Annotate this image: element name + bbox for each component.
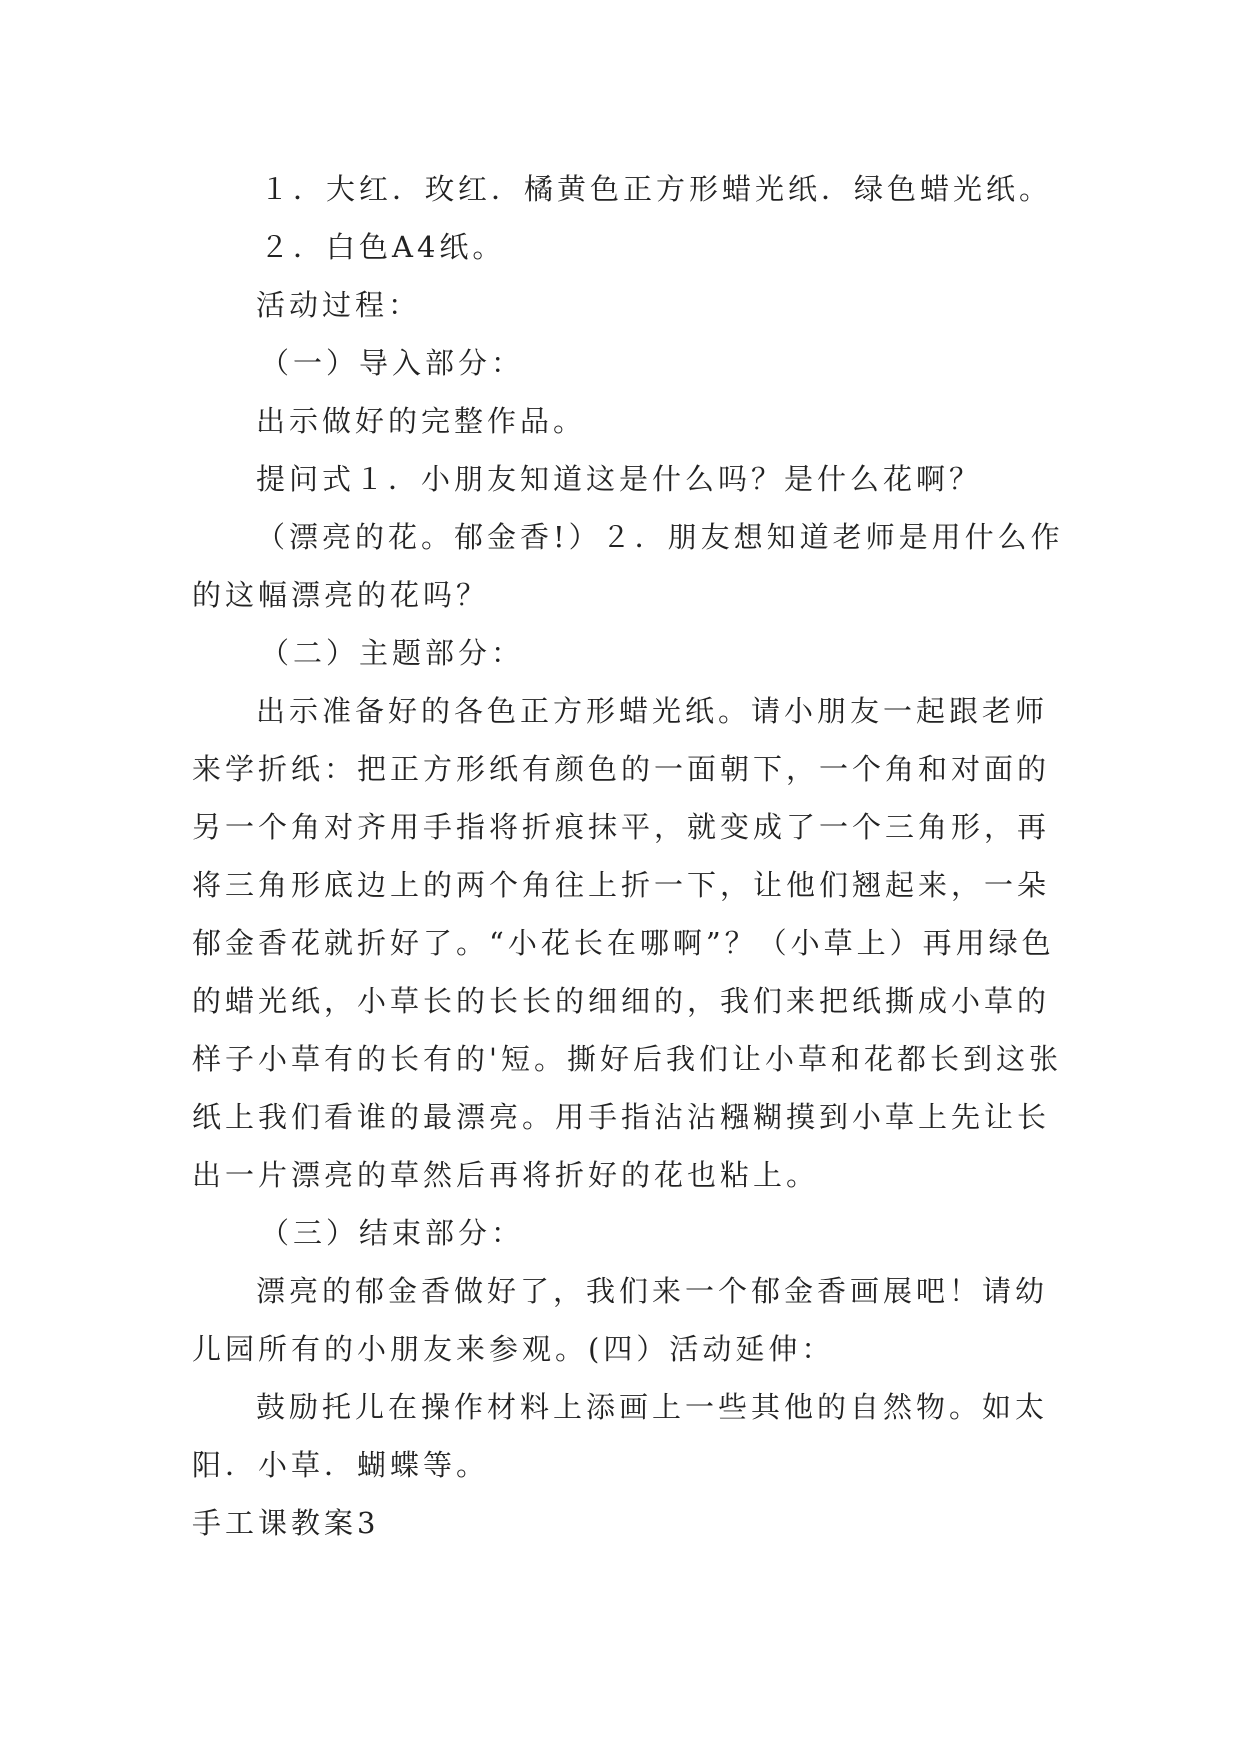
materials-item-2: ２．白色A4纸。: [260, 230, 506, 264]
section-heading-activity-process: 活动过程：: [256, 288, 422, 322]
next-lesson-title: 手工课教案3: [192, 1506, 380, 1540]
subsection-heading-main: （二）主题部分：: [260, 636, 525, 670]
materials-item-1: １．大红．玫红．橘黄色正方形蜡光纸．绿色蜡光纸。: [260, 172, 1053, 206]
paragraph-folding-instructions: 出示准备好的各色正方形蜡光纸。请小朋友一起跟老师来学折纸：把正方形纸有颜色的一面朝下，一个角和对面的另一个角对齐用手指将折痕抹平，就变成了一个三角形，再将三角形底边上的两个角往上折一下，让他们翘起来，一朵郁金香花就折好了。“小花长在哪啊”？（小草上）再用绿色的蜡光纸，小草长的长长的细细的，我们来把纸撕成小草的样子小草有的长有的'短。撕好后我们让小草和花都长到这张纸上我们看谁的最漂亮。用手指沾沾糨糊摸到小草上先让长出一片漂亮的草然后再将折好的花也粘上。: [192, 694, 1062, 1192]
paragraph-extension: 鼓励托儿在操作材料上添画上一些其他的自然物。如太阳．小草．蝴蝶等。: [192, 1390, 1049, 1482]
paragraph-question-1: 提问式１．小朋友知道这是什么吗？是什么花啊？: [256, 462, 983, 496]
document-body: [192, 160, 1072, 1552]
paragraph-show-work: 出示做好的完整作品。: [256, 404, 587, 438]
paragraph-exhibition: 漂亮的郁金香做好了，我们来一个郁金香画展吧！请幼儿园所有的小朋友来参观。(四）活动延伸：: [192, 1274, 1049, 1366]
subsection-heading-conclusion: （三）结束部分：: [260, 1216, 525, 1250]
subsection-heading-introduction: （一）导入部分：: [260, 346, 525, 380]
paragraph-question-2: （漂亮的花。郁金香!）２．朋友想知道老师是用什么作的这幅漂亮的花吗？: [192, 520, 1064, 612]
